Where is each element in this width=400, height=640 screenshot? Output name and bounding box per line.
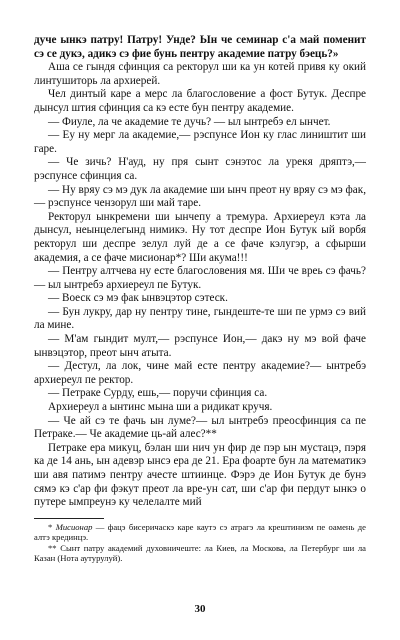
- paragraph: [34, 442, 366, 510]
- paragraph: [34, 292, 366, 306]
- paragraph: [34, 333, 366, 360]
- footnote: [34, 522, 366, 543]
- paragraph: [34, 415, 366, 442]
- paragraph-text: — Петраке Сурду, ешь,— поручи сфинция са.: [48, 387, 268, 400]
- paragraph-text: — Че ай сэ те фачь ын луме?— ыл ынтребэ преосфинция са пе Петраке.— Че академие ць-ай алес?**: [34, 414, 366, 441]
- paragraph-text: — Фиуле, ла че академие те дучь? — ыл ынтребэ ел ынчет.: [48, 115, 331, 128]
- paragraph-lead-text: дуче ынкэ патру! Патру! Унде? Ын че семинар с'а май поменит сэ се дукэ, адикэ сэ фие бунь пентру академие патру бэець?»: [34, 34, 366, 60]
- footnote-text: Сынт патру академий духовничеште: ла Киев, ла Москова, ла Петербург ши ла Казан (Нота аутурулуй).: [34, 542, 366, 563]
- paragraph: [34, 211, 366, 265]
- paragraph-text: — Дестул, ла лок, чине май есте пентру академие?— ынтребэ архиереул пе ректор.: [34, 360, 366, 386]
- paragraph-text: Архиереул а ынтинс мына ши а ридикат кручя.: [48, 401, 273, 414]
- paragraph-text: — Воеск сэ мэ фак ынвэцэтор сэтеск.: [48, 292, 228, 305]
- paragraph: [34, 129, 366, 156]
- paragraph-text: — Че зичь? Н'ауд, ну пря сынт сэнэтос ла урекя дряптэ,— рэспунсе сфинция са.: [34, 156, 366, 182]
- footnote-term: Мисионар: [55, 521, 93, 532]
- paragraph-text: Петраке ера микуц, бэлан ши нич ун фир де пэр ын мустацэ, пэря ка де 14 ань, ын адевэр ынсэ ера де 21. Ера фоарте бун ла математикэ ши авя патимэ пентру ачесте штиинце. Фэрэ де Ион Бутук де бунэ сямэ кэ с'ар фи фэкут преот ла вре-ун сат, ши с'ар фи пердут ынкэ о путере ымпреунэ ку челелалте мий: [34, 441, 366, 509]
- paragraph: [34, 387, 366, 401]
- footnote-marker: **: [48, 542, 61, 553]
- paragraph: [34, 88, 366, 115]
- paragraph-text: Чел динтый каре а мерс ла благословение а фост Бутук. Деспре дынсул штия сфинция са кэ есте бун пентру академие.: [34, 88, 366, 114]
- page-number: 30: [194, 603, 206, 615]
- paragraph: [34, 265, 366, 292]
- paragraph: [34, 184, 366, 211]
- paragraph: [34, 34, 366, 61]
- footnote-marker: *: [48, 521, 56, 532]
- paragraph: [34, 156, 366, 183]
- paragraph: [34, 360, 366, 387]
- footnote: [34, 543, 366, 564]
- paragraph-text: — Еу ну мерг ла академие,— рэспунсе Ион ку глас лиништит ши гаре.: [34, 129, 366, 155]
- paragraph-text: — Бун лукру, дар ну пентру тине, гындеште-те ши пе урмэ сэ вий ла мине.: [34, 305, 366, 332]
- paragraph-text: — М'ам гындит мулт,— рэспунсе Ион,— дакэ ну мэ вой фаче ынвэцэтор, преот ынч атыта.: [34, 333, 366, 359]
- paragraph: [34, 116, 366, 130]
- paragraph-text: — Пентру алтчева ну есте благословения мя. Ши че вреь сэ фачь?— ыл ынтребэ архиереул пе Бутук.: [34, 265, 366, 291]
- paragraph-text: Ректорул ынкремени ши ынчепу а тремура. Архиереул кэта ла дынсул, неынцелегынд нимикэ. Ну тот деспре Ион Бутук ый ворбя ректорул ши деспре зелул луй де а се фаче кэлугэр, а сфырши академия, а се фаче мисионар*? Ши акума!!!: [34, 210, 366, 264]
- footnote-divider: [34, 518, 104, 519]
- paragraph: [34, 61, 366, 88]
- page-text-block: [34, 34, 366, 563]
- paragraph: [34, 401, 366, 415]
- paragraph: [34, 306, 366, 333]
- paragraph-text: Аша се гындя сфинция са ректорул ши ка ун котей привя ку окий линтушиторь ла архиерей.: [34, 61, 366, 87]
- footnote-text: — фацэ бисеричаскэ каре каутэ сэ атрагэ ла крештинизм пе оамень де алтэ крединцэ.: [34, 521, 366, 543]
- paragraph-text: — Ну вряу сэ мэ дук ла академие ши ынч преот ну вряу сэ мэ фак,— рэспунсе чензорул ши май таре.: [34, 183, 366, 210]
